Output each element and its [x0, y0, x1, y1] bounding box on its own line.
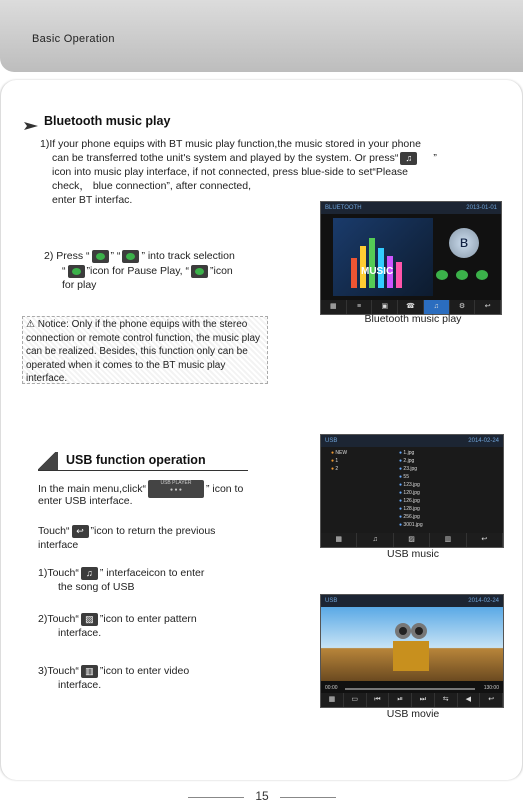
music-icon: ♫ [81, 567, 98, 580]
bt-screen-toolbar [321, 300, 501, 314]
contacts-icon: ▣ [372, 300, 398, 314]
usb-music-screenshot: USB 2014-02-24 ● NEW ● 1 ● 2 ● 1.jpg ● 2.jpg ● 23.jpg ● 55 ● 123.jpg ● 120.jpg ● 126.jpg ● 128.jpg ● 256.jpg ● 3001.jpg ▦ ♫ ▨ ▥ ↩ [320, 434, 504, 548]
bt-para1-line5: enter BT interfac. [52, 194, 133, 206]
bluetooth-icon: ʙ [449, 228, 479, 258]
usb-player-button-icon: USB PLAYER ● ● ● [148, 480, 204, 498]
prev-icon [436, 270, 448, 280]
prev-track-icon [92, 250, 109, 263]
usb-para4-line2: interface. [58, 627, 102, 639]
bt-para1-line3: icon into music play interface, if not connected, press blue-side to set“Please [52, 166, 409, 178]
progress-bar [345, 688, 475, 690]
usb-para2-line2: interface [38, 539, 79, 551]
settings-icon: ⚙ [450, 300, 476, 314]
notice-text: ⚠ Notice: Only if the phone equips with the stereo connection or remote control function, the music play can be realized. Besides, this function only can be operated when it comes to the BT music play interface. [26, 319, 261, 384]
usb-section-title: USB function operation [66, 453, 206, 467]
video-icon: ▥ [81, 665, 98, 678]
menu-icon: ▦ [321, 300, 347, 314]
bt-para2-line2: “ ”icon for Pause Play, “ ”icon [62, 265, 233, 277]
phone-icon: ☎ [398, 300, 424, 314]
bt-para1-line1: 1)If your phone equips with BT music play function,the music stored in your phone [40, 138, 421, 150]
bt-para2-line1: 2) Press “ ” “ ” into track selection [44, 250, 235, 262]
warning-icon: ⚠ [26, 319, 38, 330]
music-label: MUSIC [361, 266, 394, 277]
bt-section-title: Bluetooth music play [44, 114, 171, 128]
next-track-icon [122, 250, 139, 263]
usb-para5-line2: interface. [58, 679, 102, 691]
play-pause-icon [456, 270, 468, 280]
notice-box [22, 316, 268, 384]
usb-para5-line1: 3)Touch“ ▥ ”icon to enter video [38, 665, 190, 677]
return-icon: ↩ [72, 525, 89, 538]
page-footer [0, 785, 523, 811]
usb-para2-line1: Touch“ ↩ ”icon to return the previous [38, 525, 216, 537]
usb-section-marker [38, 452, 58, 470]
bt-para2-line3: for play [62, 279, 97, 291]
usb-music-caption: USB music [387, 548, 439, 560]
music-icon: ♫ [424, 300, 450, 314]
folder-list: ● NEW ● 1 ● 2 [331, 450, 348, 472]
usb-movie-caption: USB movie [386, 708, 440, 720]
usb-para3-line1: 1)Touch“ ♫ ” interfaceicon to enter [38, 567, 205, 579]
picture-icon: ▨ [81, 613, 98, 626]
play-icon [191, 265, 208, 278]
music-graphic [333, 218, 433, 296]
usb-para1-line2: enter USB interface. [38, 495, 133, 507]
video-frame [321, 607, 503, 681]
usb-para1-line1: In the main menu,click“ USB PLAYER ● ● ● ” icon to [38, 480, 243, 498]
bt-para1-line2: can be transferred tothe unit's system and played by the system. Or press“ ♫ ” [52, 152, 437, 164]
list-icon: ≡ [347, 300, 373, 314]
pause-play-icon [68, 265, 85, 278]
section-bullet-icon [24, 117, 38, 125]
music-note-icon: ♫ [400, 152, 417, 165]
back-icon: ↩ [475, 300, 501, 314]
usb-para3-line2: the song of USB [58, 581, 135, 593]
bt-caption: Bluetooth music play [364, 313, 462, 325]
next-icon [476, 270, 488, 280]
header-title: Basic Operation [32, 33, 115, 45]
usb-section-header [38, 450, 248, 471]
page-header [0, 0, 523, 72]
bt-para1-line4: check， blue connection”, after connected, [52, 180, 252, 192]
usb-para4-line1: 2)Touch“ ▨ ”icon to enter pattern [38, 613, 197, 625]
page-number: 15 [255, 789, 269, 803]
bt-screenshot [320, 201, 502, 315]
file-list: ● 1.jpg ● 2.jpg ● 23.jpg ● 55 ● 123.jpg ● 120.jpg ● 126.jpg ● 128.jpg ● 256.jpg ● 3001.jpg [399, 450, 423, 528]
usb-movie-screenshot: USB 2014-02-24 00:00 130:00 ▦ ▭ ⏮ ⏯ ⏭ ⇆ ◀ ↩ [320, 594, 504, 708]
bt-screen-bar: BLUETOOTH 2013-01-01 [321, 202, 501, 214]
